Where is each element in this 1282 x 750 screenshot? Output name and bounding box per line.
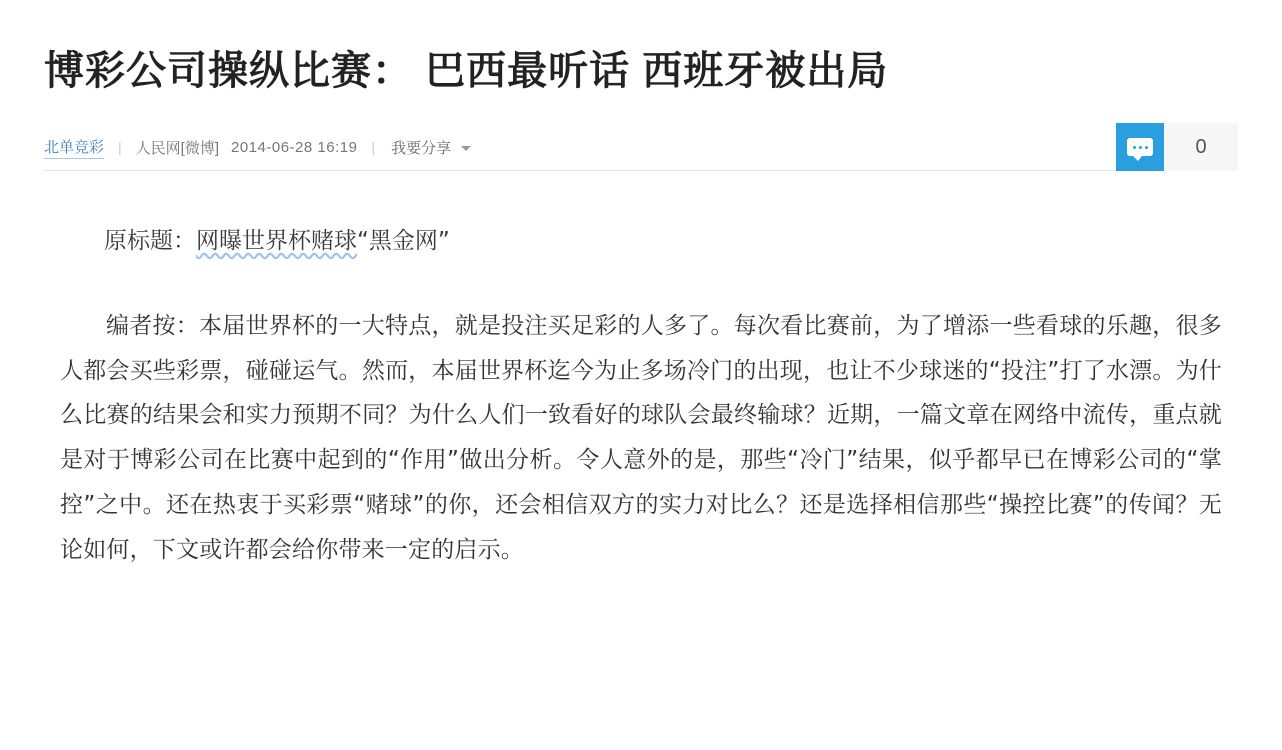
original-title — [60, 223, 1222, 260]
share-button[interactable] — [391, 137, 471, 158]
comment-bubble-icon — [1127, 138, 1153, 156]
meta-source-link[interactable]: 北单竞彩 — [44, 136, 104, 159]
meta-separator: | — [118, 139, 122, 155]
header-divider — [44, 170, 1238, 171]
comment-icon-box[interactable] — [1116, 123, 1164, 171]
body-paragraph-lead: 编者按： — [106, 312, 200, 339]
original-title-quoted: “黑金网” — [357, 228, 450, 254]
share-label: 我要分享 — [391, 139, 452, 157]
comment-widget[interactable] — [1116, 123, 1238, 171]
body-paragraph — [60, 304, 1222, 573]
body-paragraph-text: 本届世界杯的一大特点，就是投注买足彩的人多了。每次看比赛前，为了增添一些看球的乐趣，很多人都会买些彩票，碰碰运气。然而，本届世界杯迄今为止多场冷门的出现，也让不少球迷的“投注”打了水漂。为什么比赛的结果会和实力预期不同？为什么人们一致看好的球队会最终输球？近期，一篇文章在网络中流传，重点就是对于博彩公司在比赛中起到的“作用”做出分析。令人意外的是，那些“冷门”结果，似乎都早已在博彩公司的“掌控”之中。还在热衷于买彩票“赌球”的你，还会相信双方的实力对比么？还是选择相信那些“操控比赛”的传闻？无论如何，下文或许都会给你带来一定的启示。 — [60, 312, 1222, 564]
article-body — [44, 223, 1238, 573]
meta-separator-2: | — [371, 139, 376, 155]
article-meta-row — [44, 124, 1238, 170]
comment-count: 0 — [1195, 135, 1207, 158]
original-title-prefix: 原标题： — [104, 228, 196, 254]
chevron-down-icon — [461, 146, 471, 151]
meta-timestamp: 2014-06-28 16:19 — [231, 138, 358, 156]
original-title-text: 网曝世界杯赌球 — [196, 228, 357, 254]
meta-origin: 人民网[微博] — [135, 139, 219, 157]
page-title: 博彩公司操纵比赛： 巴西最听话 西班牙被出局 — [44, 49, 889, 93]
